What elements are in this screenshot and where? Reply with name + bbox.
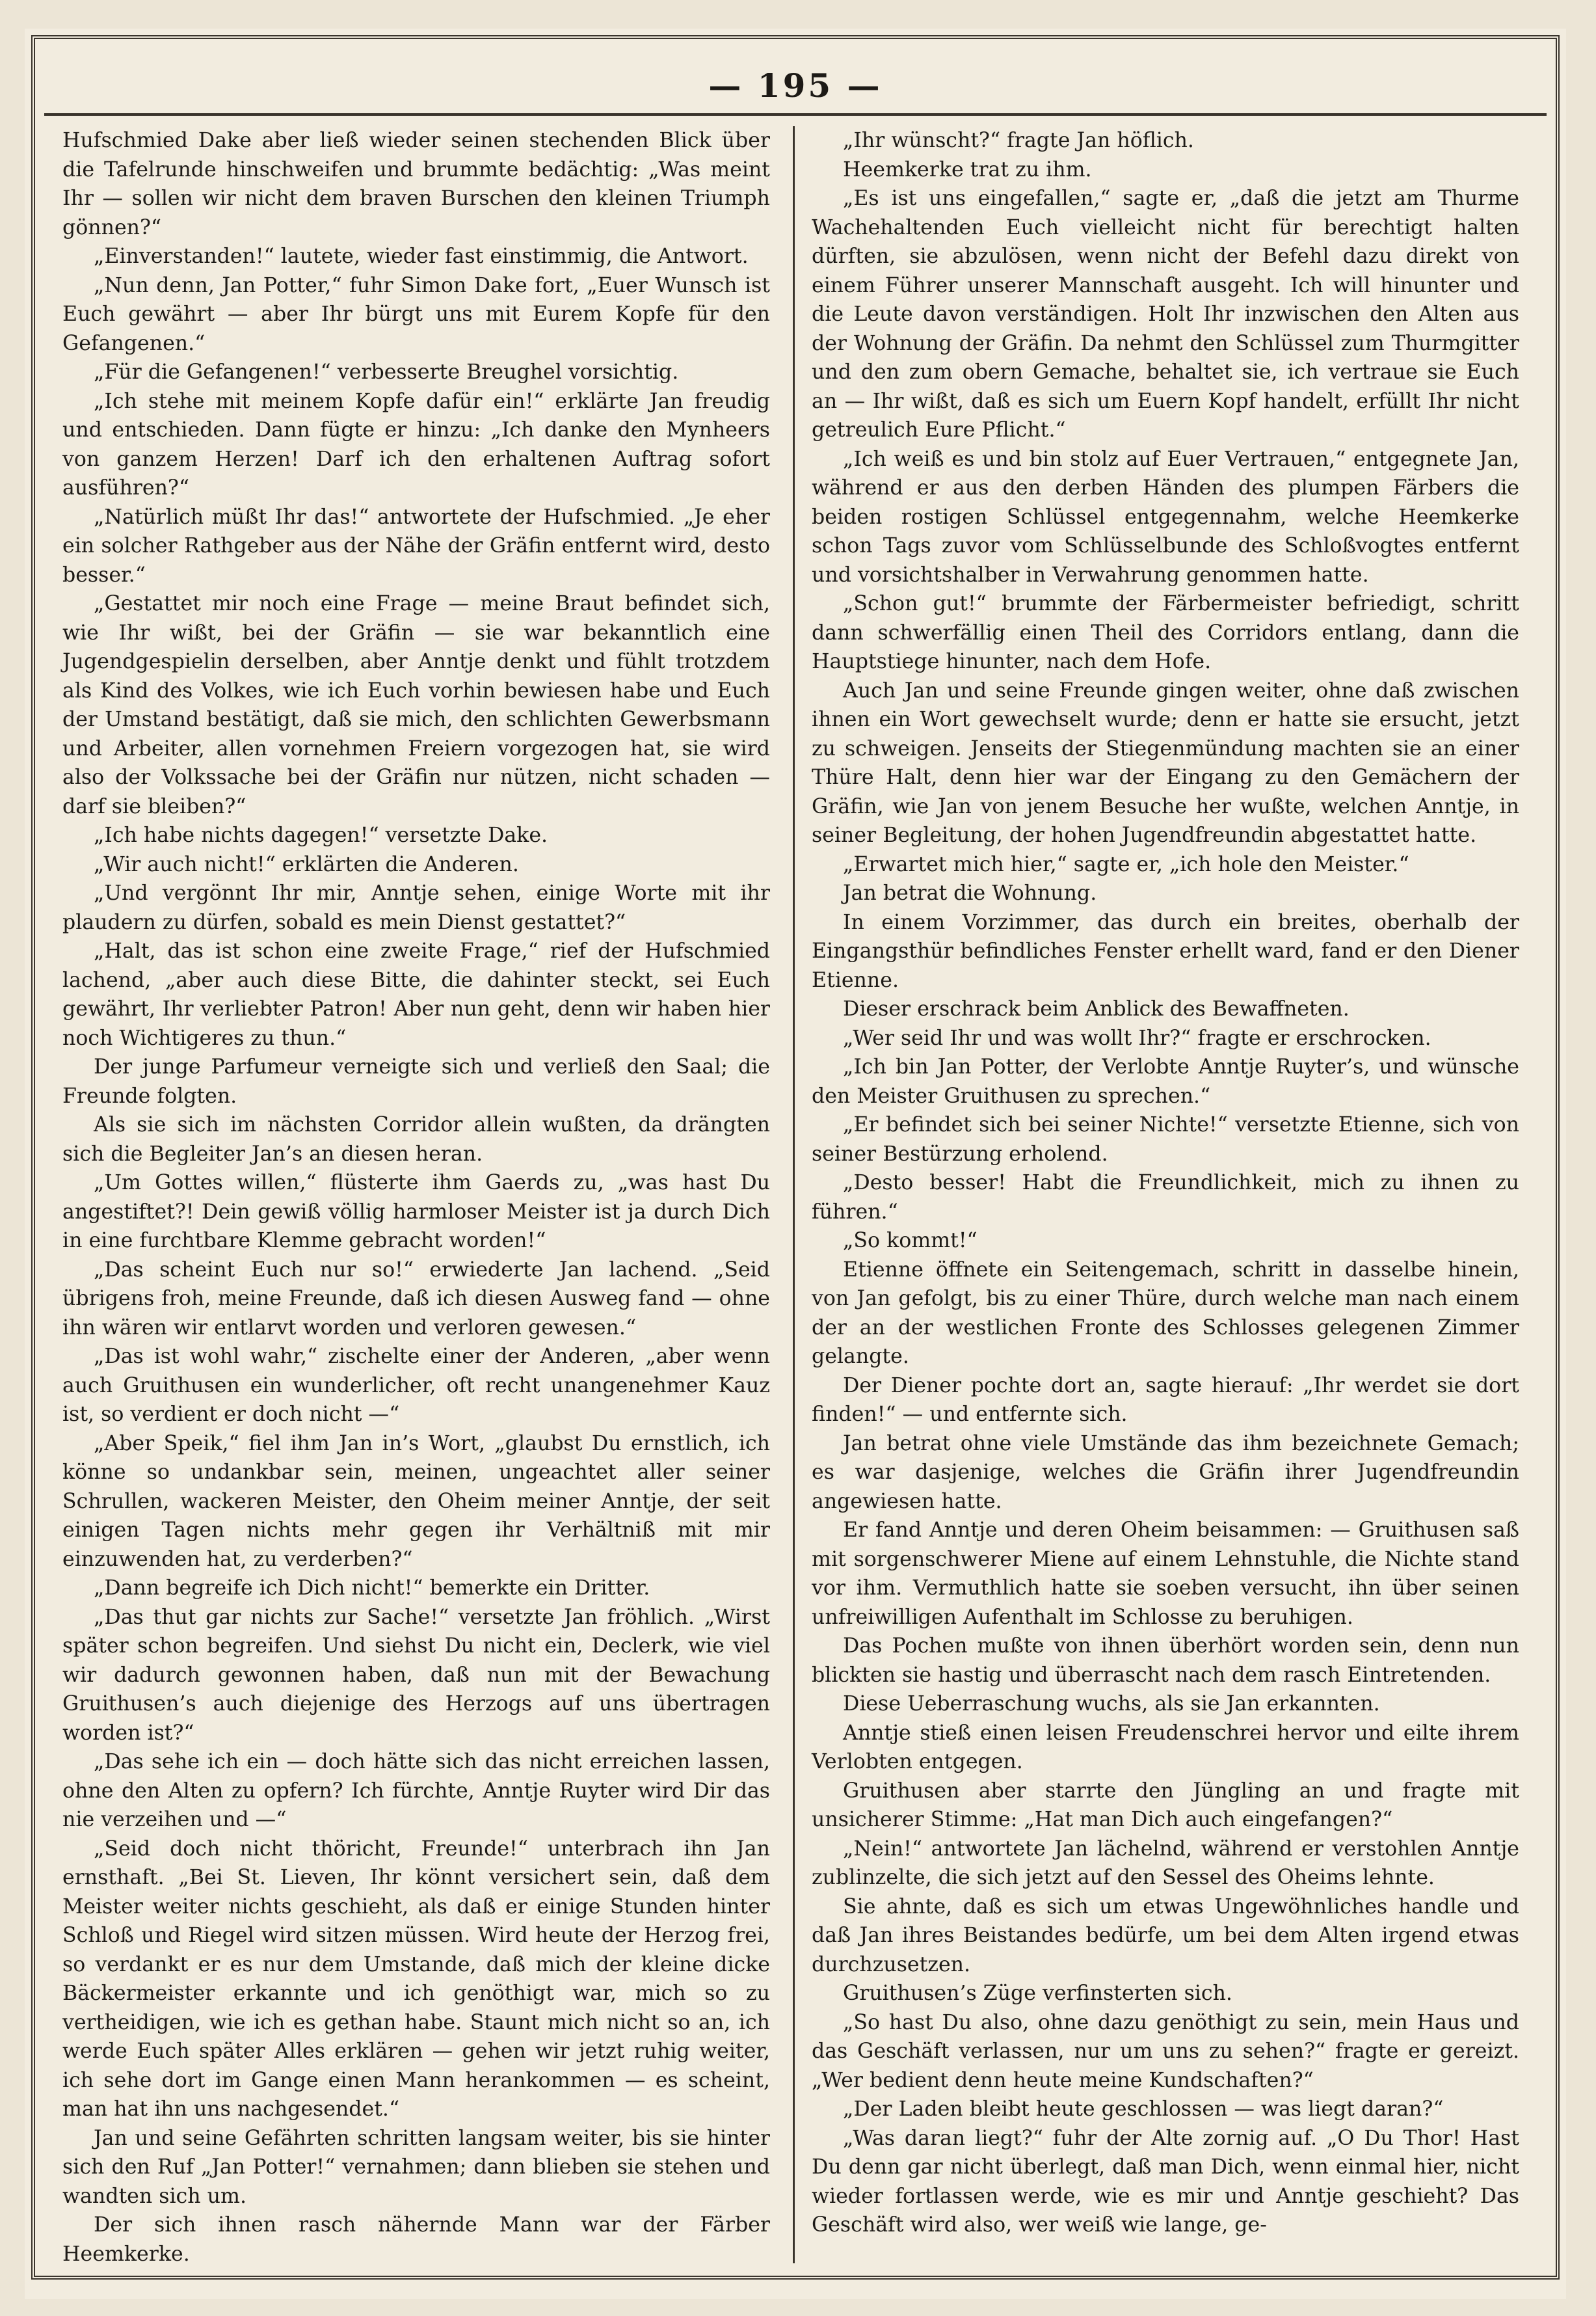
page-number: — 195 — — [708, 66, 883, 105]
paragraph: Hufschmied Dake aber ließ wieder seinen stechenden Blick über die Tafelrunde hinschweifen und brummte bedächtig: „Was meint Ihr — sollen wir nicht dem braven Burschen den kleinen Triumph gönnen?“ — [62, 129, 770, 239]
paragraph: „Der Laden bleibt heute geschlossen — was liegt daran?“ — [843, 2097, 1444, 2121]
paragraph: „Das thut gar nichts zur Sache!“ versetzte Jan fröhlich. „Wirst später schon begreifen. Und siehst Du nicht ein, Declerk, wie viel wir dadurch gewonnen haben, daß nun mit der Bewachung Gruithusen’s auch diejenige des Herzogs auf uns übertragen worden ist?“ — [62, 1605, 770, 1745]
paragraph: Etienne öffnete ein Seitengemach, schritt in dasselbe hinein, von Jan gefolgt, bis zu einer Thüre, durch welche man nach einem der an der westlichen Fronte des Schlosses gelegenen Zimmer gelangte. — [812, 1258, 1519, 1368]
left-column — [62, 126, 770, 2269]
paragraph: Gruithusen aber starrte den Jüngling an und fragte mit unsicherer Stimme: „Hat man Dich auch eingefangen?“ — [812, 1779, 1519, 1831]
paragraph: „Gestattet mir noch eine Frage — meine Braut befindet sich, wie Ihr wißt, bei der Gräfin — sie war bekanntlich eine Jugendgespielin derselben, aber Anntje denkt und fühlt trotzdem als Kind des Volkes, wie ich Euch vorhin bewiesen habe und Euch der Umstand bestätigt, daß sie mich, den schlichten Gewerbsmann und Arbeiter, allen vornehmen Freiern vorgezogen hat, sie wird also der Volkssache bei der Gräfin nur nützen, nicht schaden — darf sie bleiben?“ — [62, 592, 770, 818]
paragraph: „Ich habe nichts dagegen!“ versetzte Dake. — [94, 824, 548, 847]
paragraph: „Ich bin Jan Potter, der Verlobte Anntje Ruyter’s, und wünsche den Meister Gruithusen zu sprechen.“ — [812, 1055, 1519, 1108]
paragraph: „Und vergönnt Ihr mir, Anntje sehen, einige Worte mit ihr plaudern zu dürfen, sobald es mein Dienst gestattet?“ — [62, 882, 770, 934]
paragraph: Der junge Parfumeur verneigte sich und verließ den Saal; die Freunde folgten. — [62, 1055, 770, 1108]
paragraph: Als sie sich im nächsten Corridor allein wußten, da drängten sich die Begleiter Jan’s an diesen heran. — [62, 1113, 770, 1166]
paragraph: Auch Jan und seine Freunde gingen weiter, ohne daß zwischen ihnen ein Wort gewechselt wurde; denn er hatte sie ersucht, jetzt zu schweigen. Jenseits der Stiegenmündung machten sie an einer Thüre Halt, denn hier war der Eingang zu den Gemächern der Gräfin, wie Jan von jenem Besuche her wußte, welchen Anntje, in seiner Begleitung, der hohen Jugendfreundin abgestattet hatte. — [812, 679, 1519, 847]
paragraph: „Aber Speik,“ fiel ihm Jan in’s Wort, „glaubst Du ernstlich, ich könne so undankbar sein, meinen, ungeachtet aller seiner Schrullen, wackeren Meister, den Oheim meiner Anntje, der seit einigen Tagen nichts mehr gegen ihr Verhältniß mit mir einzuwenden hat, zu verderben?“ — [62, 1431, 770, 1571]
paragraph: Sie ahnte, daß es sich um etwas Ungewöhnliches handle und daß Jan ihres Beistandes bedürfe, um bei dem Alten irgend etwas durchzusetzen. — [812, 1894, 1519, 1976]
paragraph: „Desto besser! Habt die Freundlichkeit, mich zu ihnen zu führen.“ — [812, 1171, 1519, 1224]
paragraph: Der sich ihnen rasch nähernde Mann war der Färber Heemkerke. — [62, 2213, 770, 2266]
paragraph: Er fand Anntje und deren Oheim beisammen: — Gruithusen saß mit sorgenschwerer Miene auf einem Lehnstuhle, die Nichte stand vor ihm. Vermuthlich hatte sie soeben versucht, ihn über seinen unfreiwilligen Aufenthalt im Schlosse zu beruhigen. — [812, 1518, 1519, 1629]
paragraph: „Einverstanden!“ lautete, wieder fast einstimmig, die Antwort. — [94, 245, 749, 268]
paragraph: „Nein!“ antwortete Jan lächelnd, während er verstohlen Anntje zublinzelte, die sich jetzt auf den Sessel des Oheims lehnte. — [812, 1837, 1519, 1889]
paragraph: „Ich weiß es und bin stolz auf Euer Vertrauen,“ entgegnete Jan, während er aus den derben Händen des plumpen Färbers die beiden rostigen Schlüssel entgegennahm, welche Heemkerke schon Tags zuvor vom Schlüsselbunde des Schloßvogtes entfernt und vorsichtshalber in Verwahrung genommen hatte. — [812, 447, 1519, 587]
paragraph: „Wer seid Ihr und was wollt Ihr?“ fragte er erschrocken. — [843, 1026, 1431, 1050]
paragraph: Der Diener pochte dort an, sagte hierauf: „Ihr werdet sie dort finden!“ — und entfernte sich. — [812, 1373, 1519, 1426]
paragraph: Jan betrat ohne viele Umstände das ihm bezeichnete Gemach; es war dasjenige, welches die Gräfin ihrer Jugendfreundin angewiesen hatte. — [812, 1431, 1519, 1513]
paragraph: „Halt, das ist schon eine zweite Frage,“ rief der Hufschmied lachend, „aber auch diese Bitte, die dahinter steckt, sei Euch gewährt, Ihr verliebter Patron! Aber nun geht, denn wir haben hier noch Wichtigeres zu thun.“ — [62, 939, 770, 1050]
paragraph: „Nun denn, Jan Potter,“ fuhr Simon Dake fort, „Euer Wunsch ist Euch gewährt — aber Ihr bürgt uns mit Eurem Kopfe für den Gefangenen.“ — [62, 273, 770, 355]
paragraph: „Um Gottes willen,“ flüsterte ihm Gaerds zu, „was hast Du angestiftet?! Dein gewiß völlig harmloser Meister ist ja durch Dich in eine furchtbare Klemme gebracht worden!“ — [62, 1171, 770, 1252]
paragraph: „Es ist uns eingefallen,“ sagte er, „daß die jetzt am Thurme Wachehaltenden Euch vielleicht nicht für berechtigt halten dürften, sie abzulösen, wenn nicht der Befehl dazu direkt von einem Führer unserer Mannschaft ausgeht. Ich will hinunter und die Leute davon verständigen. Holt Ihr inzwischen den Alten aus der Wohnung der Gräfin. Da nehmt den Schlüssel zum Thurmgitter und den zum obern Gemache, behaltet sie, ich vertraue sie Euch an — Ihr wißt, daß es sich um Euern Kopf handelt, erfüllt Ihr nicht getreulich Eure Pflicht.“ — [812, 187, 1519, 442]
paragraph: Gruithusen’s Züge verfinsterten sich. — [843, 1982, 1232, 2005]
paragraph: „Das sehe ich ein — doch hätte sich das nicht erreichen lassen, ohne den Alten zu opfern? Ich fürchte, Anntje Ruyter wird Dir das nie verzeihen und —“ — [62, 1750, 770, 1831]
paragraph: Anntje stieß einen leisen Freudenschrei hervor und eilte ihrem Verlobten entgegen. — [812, 1721, 1519, 1773]
paragraph: Das Pochen mußte von ihnen überhört worden sein, denn nun blickten sie hastig und überrascht nach dem rasch Eintretenden. — [812, 1634, 1519, 1687]
paragraph: Jan betrat die Wohnung. — [843, 882, 1097, 905]
paragraph: „Ich stehe mit meinem Kopfe dafür ein!“ erklärte Jan freudig und entschieden. Dann fügte er hinzu: „Ich danke den Mynheers von ganzem Herzen! Darf ich den erhaltenen Auftrag sofort ausführen?“ — [62, 389, 770, 500]
paragraph: „So kommt!“ — [843, 1229, 978, 1252]
right-column — [812, 126, 1519, 2240]
paragraph: „Das ist wohl wahr,“ zischelte einer der Anderen, „aber wenn auch Gruithusen ein wunderlicher, oft recht unangenehmer Kauz ist, so verdient er doch nicht —“ — [62, 1345, 770, 1426]
paragraph: „Für die Gefangenen!“ verbesserte Breughel vorsichtig. — [94, 360, 679, 384]
paragraph: In einem Vorzimmer, das durch ein breites, oberhalb der Eingangsthür befindliches Fenster erhellt ward, fand er den Diener Etienne. — [812, 910, 1519, 992]
header-rule — [44, 113, 1547, 116]
column-divider — [793, 126, 795, 2263]
paragraph: „Dann begreife ich Dich nicht!“ bemerkte ein Dritter. — [94, 1576, 650, 1600]
paragraph: Diese Ueberraschung wuchs, als sie Jan erkannten. — [843, 1692, 1380, 1716]
paragraph: „So hast Du also, ohne dazu genöthigt zu sein, mein Haus und das Geschäft verlassen, nur um uns zu sehen?“ fragte er gereizt. „Wer bedient denn heute meine Kundschaften?“ — [812, 2010, 1519, 2092]
paragraph: „Natürlich müßt Ihr das!“ antwortete der Hufschmied. „Je eher ein solcher Rathgeber aus der Nähe der Gräfin entfernt wird, desto besser.“ — [62, 505, 770, 587]
paragraph: „Was daran liegt?“ fuhr der Alte zornig auf. „O Du Thor! Hast Du denn gar nicht überlegt, daß man Dich, wenn einmal hier, nicht wieder fortlassen werde, wie es mir und Anntje geschieht? Das Geschäft wird also, wer weiß wie lange, ge- — [812, 2126, 1519, 2237]
paragraph: „Er befindet sich bei seiner Nichte!“ versetzte Etienne, sich von seiner Bestürzung erholend. — [812, 1113, 1519, 1166]
paragraph: „Ihr wünscht?“ fragte Jan höflich. — [843, 129, 1194, 152]
paragraph: „Seid doch nicht thöricht, Freunde!“ unterbrach ihn Jan ernsthaft. „Bei St. Lieven, Ihr könnt versichert sein, daß dem Meister weiter nichts geschieht, als daß er einige Stunden hinter Schloß und Riegel wird sitzen müssen. Wird heute der Herzog frei, so verdankt er es nur dem Umstande, daß mich der kleine dicke Bäckermeister erkannte und ich genöthigt war, mich so zu vertheidigen, wie ich es gethan habe. Staunt mich nicht so an, ich werde Euch später Alles erklären — gehen wir jetzt ruhig weiter, ich sehe dort im Gange einen Mann herankommen — es scheint, man hat ihn uns nachgesendet.“ — [62, 1837, 770, 2121]
paragraph: „Erwartet mich hier,“ sagte er, „ich hole den Meister.“ — [843, 852, 1409, 876]
newspaper-page — [25, 29, 1566, 2299]
paragraph: „Schon gut!“ brummte der Färbermeister befriedigt, schritt dann schwerfällig einen Theil des Corridors entlang, dann die Hauptstiege hinunter, nach dem Hofe. — [812, 592, 1519, 673]
paragraph: Dieser erschrack beim Anblick des Bewaffneten. — [843, 997, 1350, 1021]
paragraph: „Das scheint Euch nur so!“ erwiederte Jan lachend. „Seid übrigens froh, meine Freunde, daß ich diesen Ausweg fand — ohne ihn wären wir entlarvt worden und verloren gewesen.“ — [62, 1258, 770, 1340]
paragraph: Heemkerke trat zu ihm. — [843, 157, 1092, 182]
paragraph: Jan und seine Gefährten schritten langsam weiter, bis sie hinter sich den Ruf „Jan Potter!“ vernahmen; dann blieben sie stehen und wandten sich um. — [62, 2126, 770, 2208]
paragraph: „Wir auch nicht!“ erklärten die Anderen. — [94, 852, 519, 876]
